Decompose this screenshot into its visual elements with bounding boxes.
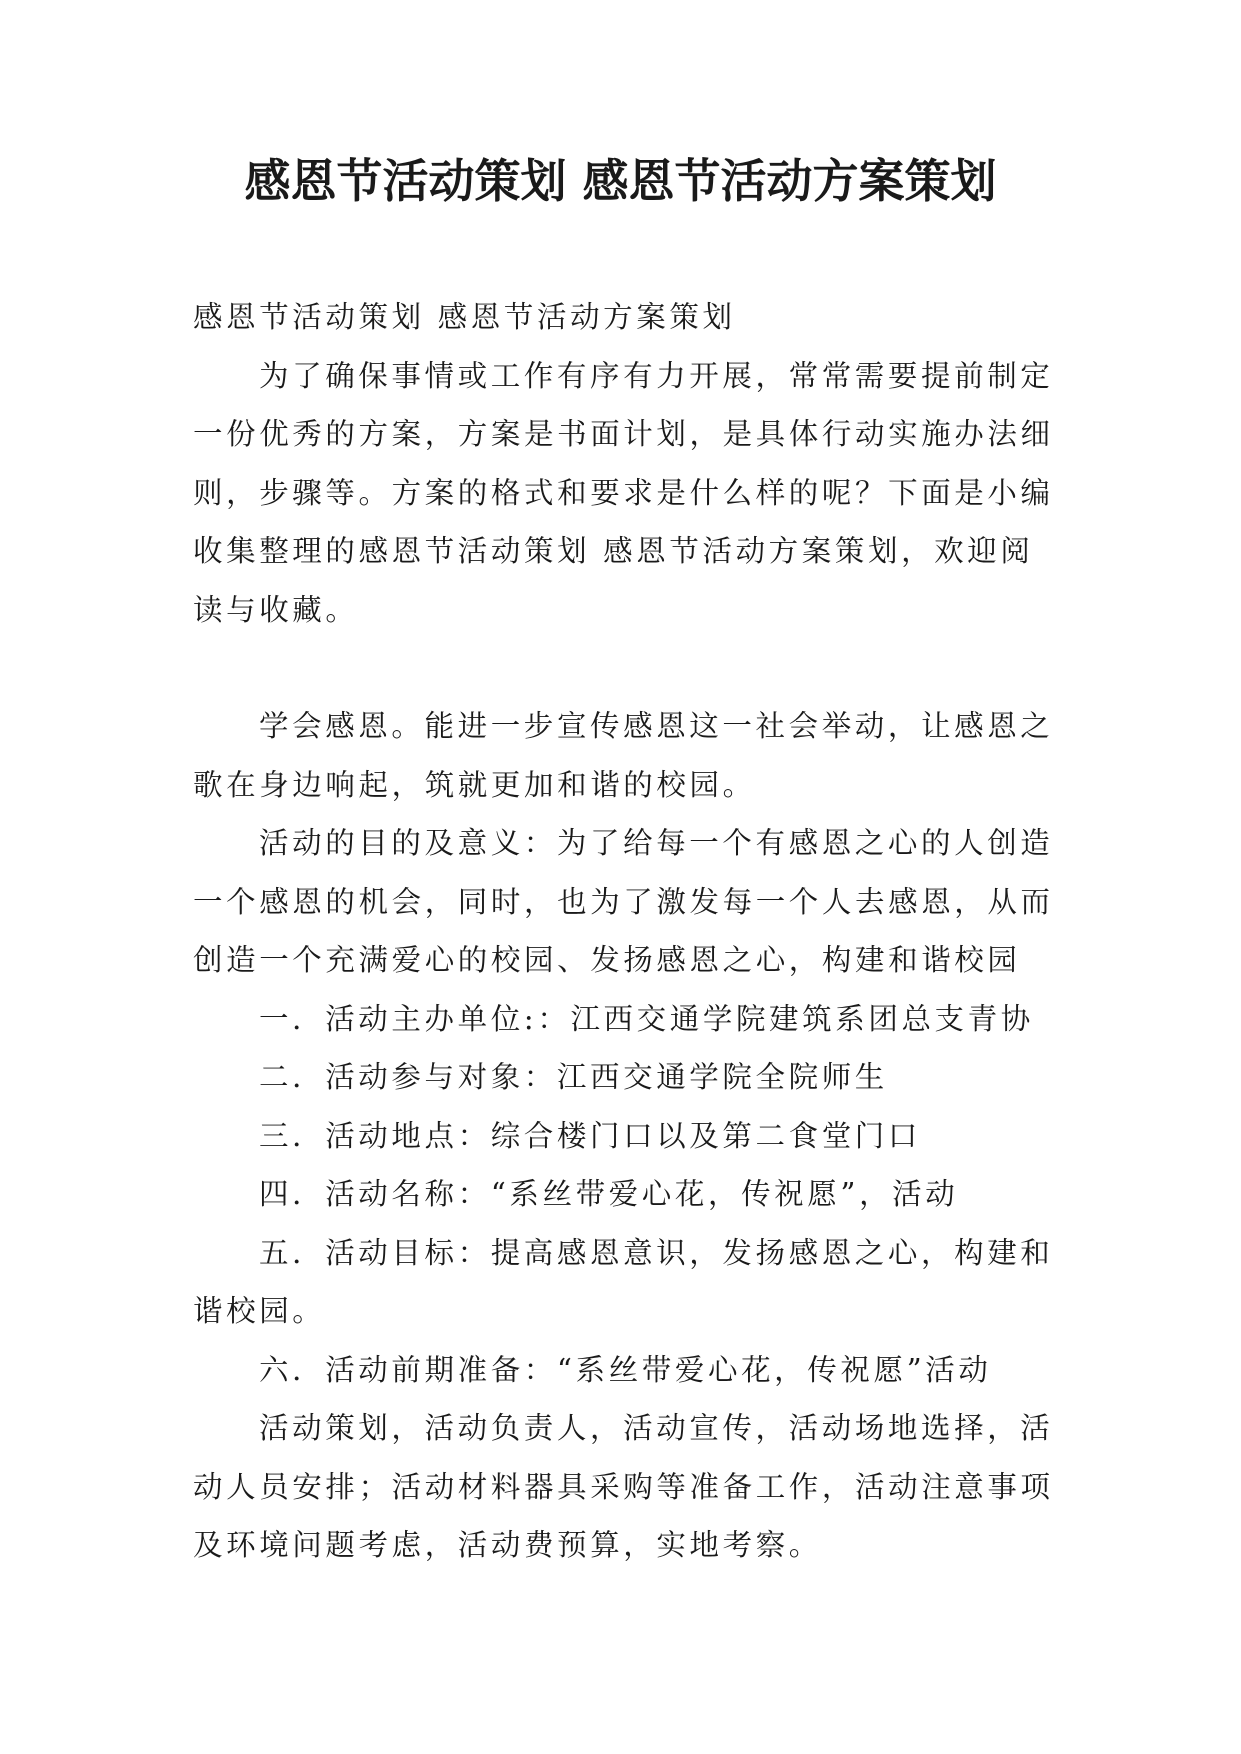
list-item-goal: 五．活动目标：提高感恩意识，发扬感恩之心，构建和谐校园。 — [193, 1235, 1054, 1328]
intro-paragraph: 为了确保事情或工作有序有力开展，常常需要提前制定一份优秀的方案，方案是书面计划，是具体行动实施办法细则，步骤等。方案的格式和要求是什么样的呢？下面是小编收集整理的感恩节活动策划 感恩节活动方案策划，欢迎阅读与收藏。 — [193, 358, 1054, 627]
list-item-name: 四．活动名称：“系丝带爱心花，传祝愿”，活动 — [259, 1177, 959, 1211]
body-paragraph: 学会感恩。能进一步宣传感恩这一社会举动，让感恩之歌在身边响起，筑就更加和谐的校园。 — [193, 709, 1054, 802]
document-body — [193, 288, 1055, 1575]
purpose-paragraph: 活动的目的及意义：为了给每一个有感恩之心的人创造一个感恩的机会，同时，也为了激发每一个人去感恩，从而创造一个充满爱心的校园、发扬感恩之心，构建和谐校园 — [193, 826, 1054, 977]
subtitle-line: 感恩节活动策划 感恩节活动方案策划 — [193, 300, 736, 334]
preparation-details: 活动策划，活动负责人，活动宣传，活动场地选择，活动人员安排；活动材料器具采购等准备工作，活动注意事项及环境问题考虑，活动费预算，实地考察。 — [193, 1411, 1054, 1562]
list-item-participants: 二．活动参与对象：江西交通学院全院师生 — [259, 1060, 888, 1094]
list-item-location: 三．活动地点：综合楼门口以及第二食堂门口 — [259, 1118, 922, 1153]
list-item-organizer: 一．活动主办单位:：江西交通学院建筑系团总支青协 — [259, 1001, 1034, 1036]
list-item-preparation: 六．活动前期准备：“系丝带爱心花，传祝愿”活动 — [259, 1352, 992, 1387]
document-title: 感恩节活动策划 感恩节活动方案策划 — [244, 154, 997, 208]
paragraph-spacer — [193, 639, 1055, 697]
